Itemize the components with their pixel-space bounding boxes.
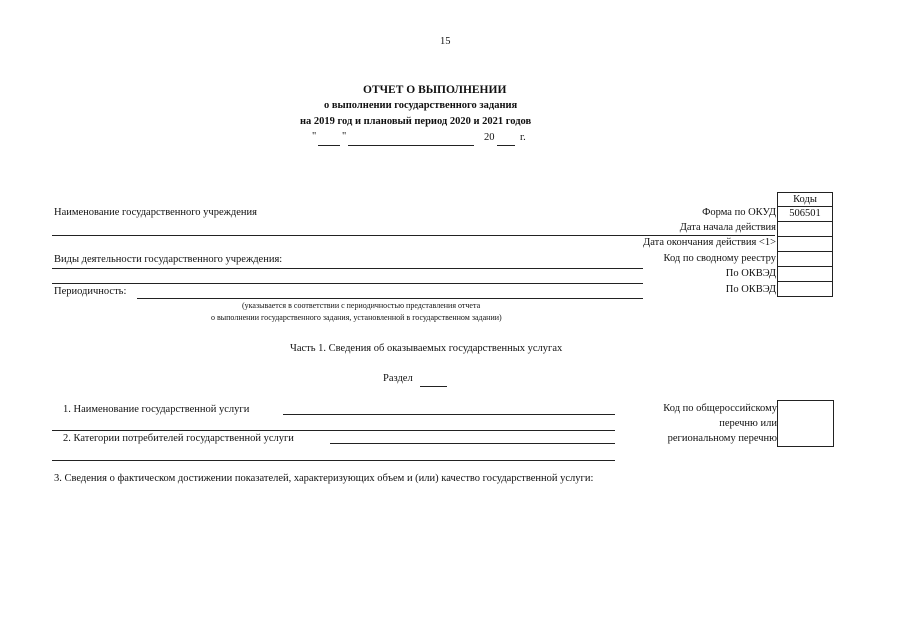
page-number: 15 (440, 36, 451, 47)
report-title: ОТЧЕТ О ВЫПОЛНЕНИИ (363, 84, 507, 96)
consolidated-registry-cell[interactable] (778, 252, 833, 267)
date-close-quote: " (342, 131, 347, 142)
institution-name-field-line[interactable] (52, 235, 775, 236)
okud-code-cell[interactable]: 506501 (778, 207, 833, 222)
consumer-categories-field-line-2[interactable] (52, 460, 615, 461)
date-year-suffix: г. (520, 132, 526, 143)
registry-code-box[interactable] (777, 400, 834, 447)
consolidated-registry-label: Код по сводному реестру (663, 253, 776, 264)
institution-name-label: Наименование государственного учреждения (54, 207, 257, 218)
end-date-label: Дата окончания действия <1> (643, 237, 776, 248)
periodicity-field-line[interactable] (137, 298, 643, 299)
date-month-blank[interactable] (348, 145, 474, 146)
date-year-prefix: 20 (484, 132, 495, 143)
section-number-line[interactable] (420, 386, 447, 387)
okved-cell-1[interactable] (778, 267, 833, 282)
date-day-blank[interactable] (318, 145, 340, 146)
codes-table (777, 192, 833, 297)
activity-types-label: Виды деятельности государственного учреждения: (54, 254, 283, 265)
start-date-label: Дата начала действия (679, 222, 776, 233)
registry-code-label-line3: региональному перечню (667, 433, 777, 444)
activity-types-field-line-1[interactable] (52, 268, 643, 269)
okud-form-label: Форма по ОКУД (702, 207, 776, 218)
service-name-field-line-2[interactable] (52, 430, 615, 431)
periodicity-note-line1: (указывается в соответствии с периодичностью представления отчета (242, 301, 481, 310)
indicators-label: 3. Сведения о фактическом достижении показателей, характеризующих объем и (или) качество государственной услуги: (54, 473, 594, 484)
report-subtitle: о выполнении государственного задания (324, 100, 518, 111)
consumer-categories-label: 2. Категории потребителей государственной услуги (63, 433, 294, 444)
codes-header: Коды (778, 193, 833, 207)
registry-code-label-line2: перечню или (719, 418, 777, 429)
service-name-field-line[interactable] (283, 414, 615, 415)
date-year-blank[interactable] (497, 145, 515, 146)
periodicity-label: Периодичность: (54, 286, 127, 297)
activity-types-field-line-2[interactable] (52, 283, 643, 284)
report-period: на 2019 год и плановый период 2020 и 2021 годов (300, 116, 532, 127)
okved-label-1: По ОКВЭД (725, 268, 776, 279)
start-date-cell[interactable] (778, 222, 833, 237)
okved-label-2: По ОКВЭД (725, 284, 776, 295)
okved-cell-2[interactable] (778, 282, 833, 297)
service-name-label: 1. Наименование государственной услуги (63, 404, 250, 415)
part1-title: Часть 1. Сведения об оказываемых государственных услугах (290, 343, 563, 354)
end-date-cell[interactable] (778, 237, 833, 252)
periodicity-note-line2: о выполнении государственного задания, установленной в государственном задании) (211, 313, 502, 322)
date-open-quote: " (312, 131, 317, 142)
section-label: Раздел (383, 373, 413, 384)
consumer-categories-field-line[interactable] (330, 443, 615, 444)
registry-code-label-line1: Код по общероссийскому (663, 403, 777, 414)
